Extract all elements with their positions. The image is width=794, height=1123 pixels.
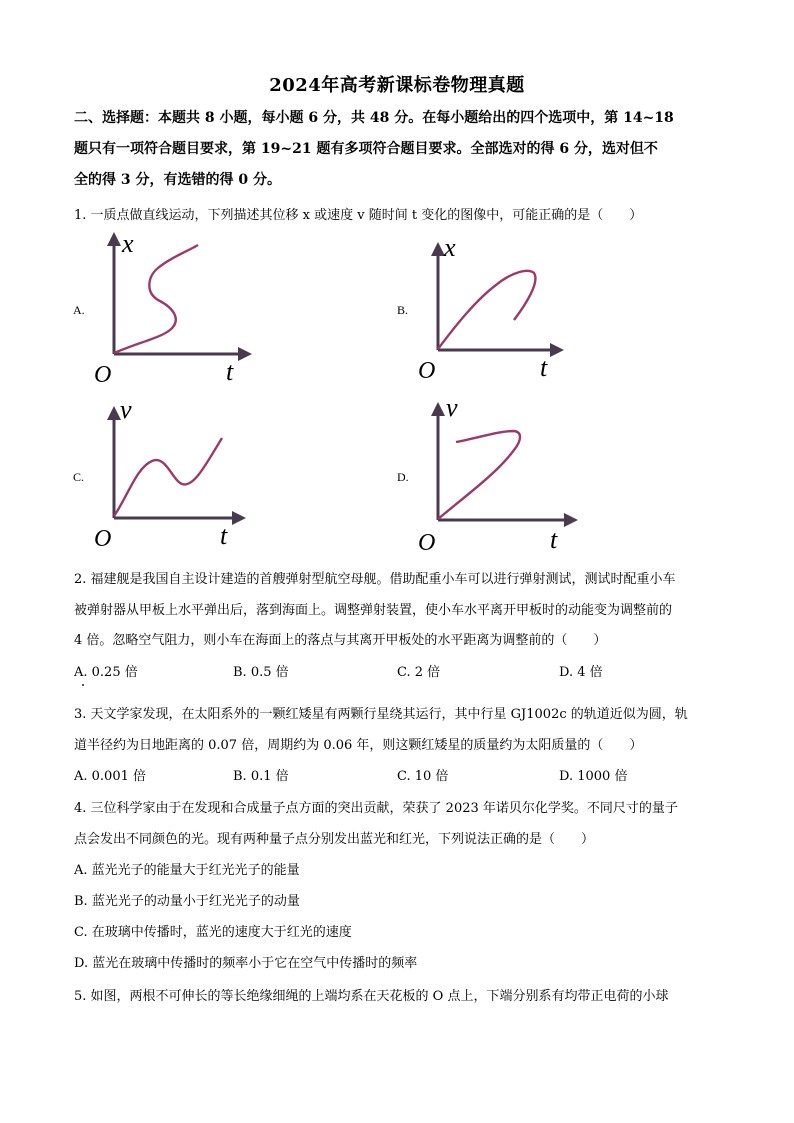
origin-symbol: O <box>418 530 436 556</box>
option-d-label: D. <box>397 470 409 484</box>
graph-d <box>414 393 594 558</box>
question-2-line: 被弹射器从甲板上水平弹出后，落到海面上。调整弹射装置，使小车水平离开甲板时的动能变为调整前的 <box>74 603 673 618</box>
section-intro-line: 全的得 3 分，有选错的得 0 分。 <box>74 172 281 188</box>
x-axis-arrow <box>564 513 578 527</box>
q4-option-a: A. 蓝光光子的能量大于红光光子的能量 <box>74 863 300 878</box>
question-1-stem: 1. 一质点做直线运动，下列描述其位移 x 或速度 v 随时间 t 变化的图像中，可能正确的是（ ） <box>74 208 643 223</box>
y-axis-arrow <box>107 232 121 246</box>
q3-option-c: C. 10 倍 <box>397 769 449 784</box>
q2-option-d: D. 4 倍 <box>559 665 603 680</box>
origin-symbol: O <box>418 358 436 384</box>
option-b-label: B. <box>397 303 409 317</box>
section-intro-line: 题只有一项符合题目要求，第 19~21 题有多项符合题目要求。全部选对的得 6 分，选对但不 <box>74 141 658 157</box>
y-axis-symbol: x <box>444 233 456 262</box>
x-axis-symbol: t <box>220 521 228 550</box>
section-intro-line: 二、选择题：本题共 8 小题，每小题 6 分，共 48 分。在每小题给出的四个选项中，第 14~18 <box>74 110 674 126</box>
q2-option-a: A. 0.25 倍 <box>74 665 138 680</box>
q3-option-d: D. 1000 倍 <box>559 769 628 784</box>
option-a-label: A. <box>73 303 85 317</box>
question-4-line: 4. 三位科学家由于在发现和合成量子点方面的突出贡献，荣获了 2023 年诺贝尔化学奖。不同尺寸的量子 <box>74 801 678 816</box>
q3-option-a: A. 0.001 倍 <box>74 769 147 784</box>
curve-b <box>438 271 535 349</box>
question-4-line: 点会发出不同颜色的光。现有两种量子点分别发出蓝光和红光，下列说法正确的是（ ） <box>74 832 595 847</box>
x-axis-symbol: t <box>550 525 558 554</box>
curve-d <box>438 431 520 519</box>
q4-option-c: C. 在玻璃中传播时，蓝光的速度大于红光的速度 <box>74 925 352 940</box>
x-axis-symbol: t <box>540 353 548 382</box>
q4-option-b: B. 蓝光光子的动量小于红光光子的动量 <box>74 894 300 909</box>
graph-b <box>414 230 594 390</box>
x-axis-arrow <box>238 347 252 361</box>
q4-option-d: D. 蓝光在玻璃中传播时的频率小于它在空气中传播时的频率 <box>74 956 418 971</box>
question-3-line: 道半径约为日地距离的 0.07 倍，周期约为 0.06 年，则这颗红矮星的质量约为太阳质量的（ ） <box>74 738 643 753</box>
document-title: 2024年高考新课标卷物理真题 <box>269 75 525 96</box>
curve-a <box>114 245 198 353</box>
stray-dot <box>82 684 84 686</box>
curve-c <box>114 438 222 516</box>
y-axis-arrow <box>431 402 445 416</box>
question-5-line: 5. 如图，两根不可伸长的等长绝缘细绳的上端均系在天花板的 O 点上，下端分别系有均带正电荷的小球 <box>74 989 669 1004</box>
q2-option-c: C. 2 倍 <box>397 665 441 680</box>
y-axis-symbol: x <box>122 229 134 258</box>
y-axis-arrow <box>107 406 121 420</box>
y-axis-symbol: v <box>446 393 458 422</box>
question-2-line: 2. 福建舰是我国自主设计建造的首艘弹射型航空母舰。借助配重小车可以进行弹射测试，测试时配重小车 <box>74 572 676 587</box>
y-axis-symbol: v <box>120 395 132 424</box>
origin-symbol: O <box>94 526 112 552</box>
question-3-line: 3. 天文学家发现，在太阳系外的一颗红矮星有两颗行星绕其运行，其中行星 GJ1002c 的轨道近似为圆，轨 <box>74 707 688 722</box>
question-2-line: 4 倍。忽略空气阻力，则小车在海面上的落点与其离开甲板处的水平距离为调整前的（ ） <box>74 633 607 648</box>
x-axis-arrow <box>550 343 564 357</box>
section-instructions <box>74 103 722 196</box>
option-c-label: C. <box>73 470 85 484</box>
q3-option-b: B. 0.1 倍 <box>233 769 289 784</box>
x-axis-symbol: t <box>226 357 234 386</box>
q2-option-b: B. 0.5 倍 <box>233 665 289 680</box>
origin-symbol: O <box>94 362 112 388</box>
graph-c <box>90 395 270 558</box>
graph-a <box>90 230 270 390</box>
x-axis-arrow <box>232 511 246 525</box>
y-axis-arrow <box>431 242 445 256</box>
